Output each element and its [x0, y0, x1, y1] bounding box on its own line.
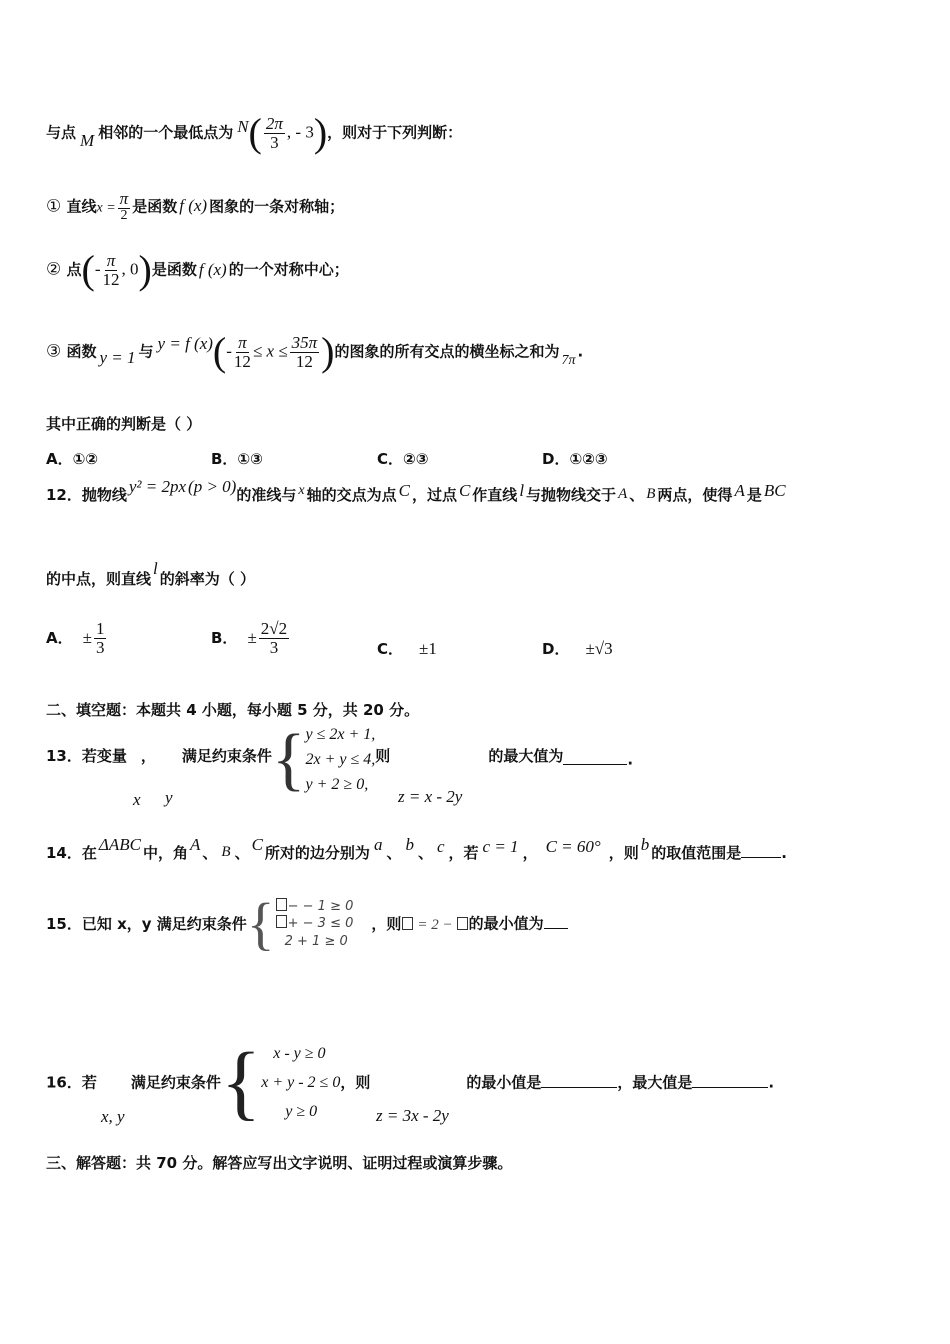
q12-option-c[interactable]: C． ±1 — [377, 639, 437, 658]
q16: 16．若 满足约束条件{ x - y ≥ 0 x + y - 2 ≤ 0 y ≥ 0 ，则 的最小值是 ，最大值是 . — [46, 1036, 775, 1130]
judgment-3: ③ 函数 y = 1 与 y = f (x)(- $\frac{\pi}{12}$ ≤ x ≤ $\frac{35\pi}{12}$ )的图象的所有交点的横坐标之和为 7π . — [46, 329, 584, 374]
judgment-2: ② 点(- $\frac{\pi}{12}$ , 0)是函数 f (x) 的一个对称中心； — [46, 247, 349, 292]
q13-objective: z = x - 2y — [398, 787, 463, 806]
q13: 13．若变量 ， 满足约束条件{ y ≤ 2x + 1, 2x + y ≤ 4, y + 2 ≥ 0, 则 的最大值为 . — [46, 721, 634, 799]
section-2-heading: 二、填空题：本题共 4 小题，每小题 5 分，共 20 分。 — [46, 701, 420, 719]
q12-option-a[interactable]: A． ± $\frac{1}{3}$ — [46, 619, 105, 657]
q15: 15．已知 x，y 满足约束条件{ − − 1 ≥ 0 + − 3 ≤ 0 2 + 1 ≥ 0 ，则 = 2 − 的最小值为 — [46, 895, 568, 953]
q11-option-c[interactable]: C．②③ — [377, 450, 429, 468]
q12-stem-cont: 的中点，则直线l的斜率为（ ） — [46, 559, 255, 588]
q12-option-b[interactable]: B． ± $\frac{2√2}{3}$ — [211, 619, 288, 657]
q16-vars: x, y — [101, 1107, 125, 1126]
section-3-heading: 三、解答题：共 70 分。解答应写出文字说明、证明过程或演算步骤。 — [46, 1154, 513, 1172]
q14: 14．在 ΔABC 中，角 A 、 B 、 C 所对的边分别为 a 、 b 、 c ，若 c = 1 ， C = 60° ，则 b 的取值范围是 . — [46, 835, 787, 862]
q13-var-y: y — [165, 788, 173, 807]
point-m: M — [80, 130, 95, 150]
intro-line: 与点 M 相邻的一个最低点为 N( $\frac{2\pi}{3}$ , - 3)，则对于下列判断： — [46, 110, 463, 155]
q11-option-b[interactable]: B．①③ — [211, 450, 263, 468]
q11-prompt: 其中正确的判断是（ ） — [46, 415, 202, 433]
q16-objective: z = 3x - 2y — [376, 1106, 449, 1125]
q12-stem: 12．抛物线 y² = 2px (p > 0)的准线与 x 轴的交点为点 C ，过点 C 作直线 l 与抛物线交于 A 、 B 两点，使得 A 是 BC — [46, 477, 786, 504]
q13-var-x: x — [133, 790, 141, 809]
judgment-1: ① 直线x = $\frac{\pi}{2}$ 是函数 f (x) 图象的一条对称轴； — [46, 189, 345, 223]
q11-option-d[interactable]: D．①②③ — [542, 450, 608, 468]
q12-option-d[interactable]: D． ±√3 — [542, 639, 613, 658]
q11-option-a[interactable]: A．①② — [46, 450, 99, 468]
